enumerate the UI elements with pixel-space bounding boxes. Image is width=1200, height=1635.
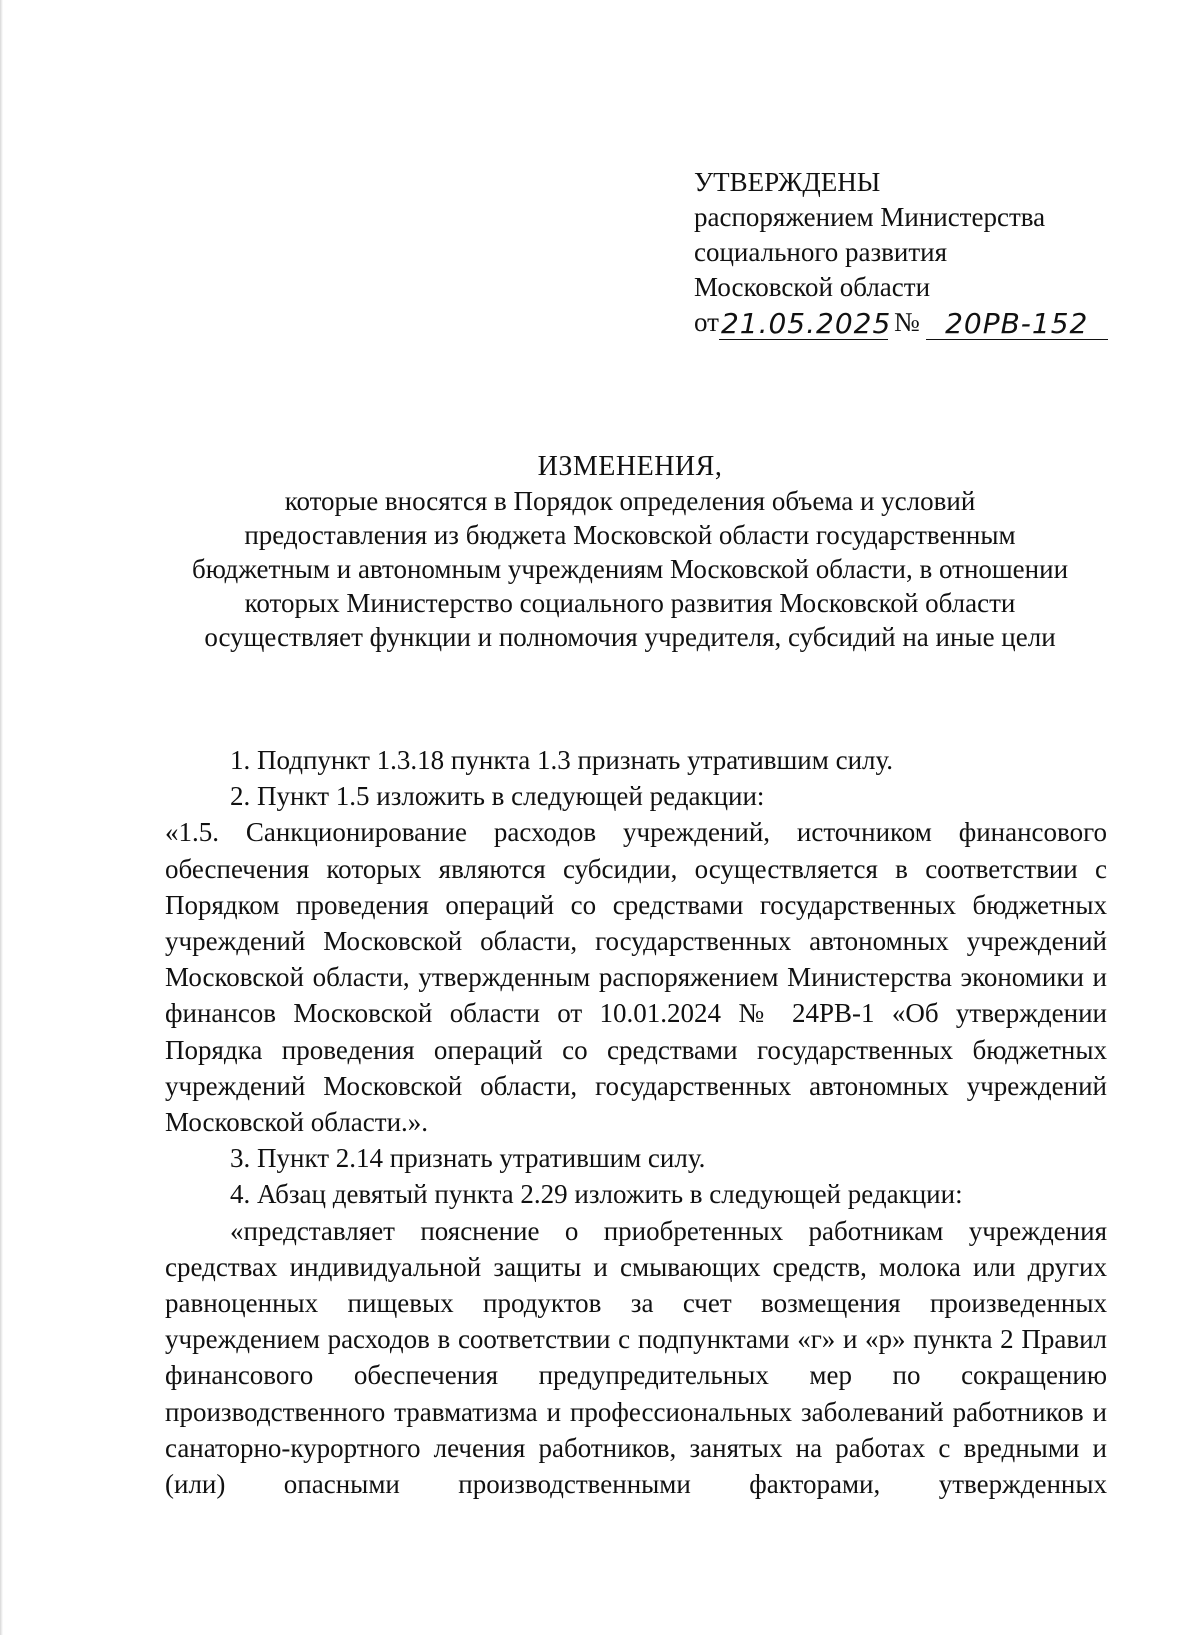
handwritten-date: 21.05.2025: [720, 307, 892, 340]
approval-line-3: Московской области: [694, 272, 931, 302]
approval-line-2: социального развития: [694, 237, 948, 267]
title-subtitle-line: предоставления из бюджета Московской области государственным: [244, 520, 1016, 550]
number-sign: №: [893, 307, 920, 337]
paragraph-3: «1.5. Санкционирование расходов учреждений, источником финансового обеспечения которых являются субсидии, осуществляется в соответствии с Порядком проведения операций со средствами государственных бюджетных учреждений Московской области, государственных автономных учреждений Московской области, утвержденным распоряжением Министерства экономики и финансов Московской области от 10.01.2024 № 24РВ-1 «Об утверждении Порядка проведения операций со средствами государственных бюджетных учреждений Московской области, государственных автономных учреждений Московской области.».: [165, 817, 1107, 1138]
paragraph-2: 2. Пункт 1.5 изложить в следующей редакции:: [230, 781, 765, 812]
approval-date-line: [694, 305, 1154, 340]
from-label: от: [694, 307, 719, 337]
paragraph-5: 4. Абзац девятый пункта 2.29 изложить в следующей редакции:: [230, 1179, 963, 1210]
title-subtitle-line: которых Министерство социального развития Московской области: [244, 588, 1016, 618]
scan-edge: [0, 0, 3, 1635]
title-subtitle-line: бюджетным и автономным учреждениям Московской области, в отношении: [191, 554, 1069, 584]
paragraph-6: «представляет пояснение о приобретенных работникам учреждения средствах индивидуальной защиты и смывающих средств, молока или других равноценных пищевых продуктов за счет возмещения произведенных учреждением расходов в соответствии с подпунктами «г» и «р» пункта 2 Правил финансового обеспечения предупредительных мер по сокращению производственного травматизма и профессиональных заболеваний работников и санаторно-курортного лечения работников, занятых на работах с вредными и (или) опасными производственными факторами, утвержденных: [165, 1215, 1107, 1500]
approval-stamp-block: [694, 165, 1154, 340]
document-body: [165, 742, 1107, 1502]
handwritten-number: 20РВ-152: [926, 309, 1108, 340]
approval-line-1: распоряжением Министерства: [694, 202, 1046, 232]
approval-title: УТВЕРЖДЕНЫ: [694, 167, 881, 197]
paragraph-4: 3. Пункт 2.14 признать утратившим силу.: [230, 1143, 706, 1174]
title-subtitle-line: которые вносятся в Порядок определения объема и условий: [284, 486, 976, 516]
title-heading: ИЗМЕНЕНИЯ,: [537, 451, 723, 482]
document-title: [160, 450, 1100, 654]
title-subtitle-line: осуществляет функции и полномочия учредителя, субсидий на иные цели: [204, 622, 1056, 652]
paragraph-1: 1. Подпункт 1.3.18 пункта 1.3 признать утратившим силу.: [230, 745, 894, 775]
